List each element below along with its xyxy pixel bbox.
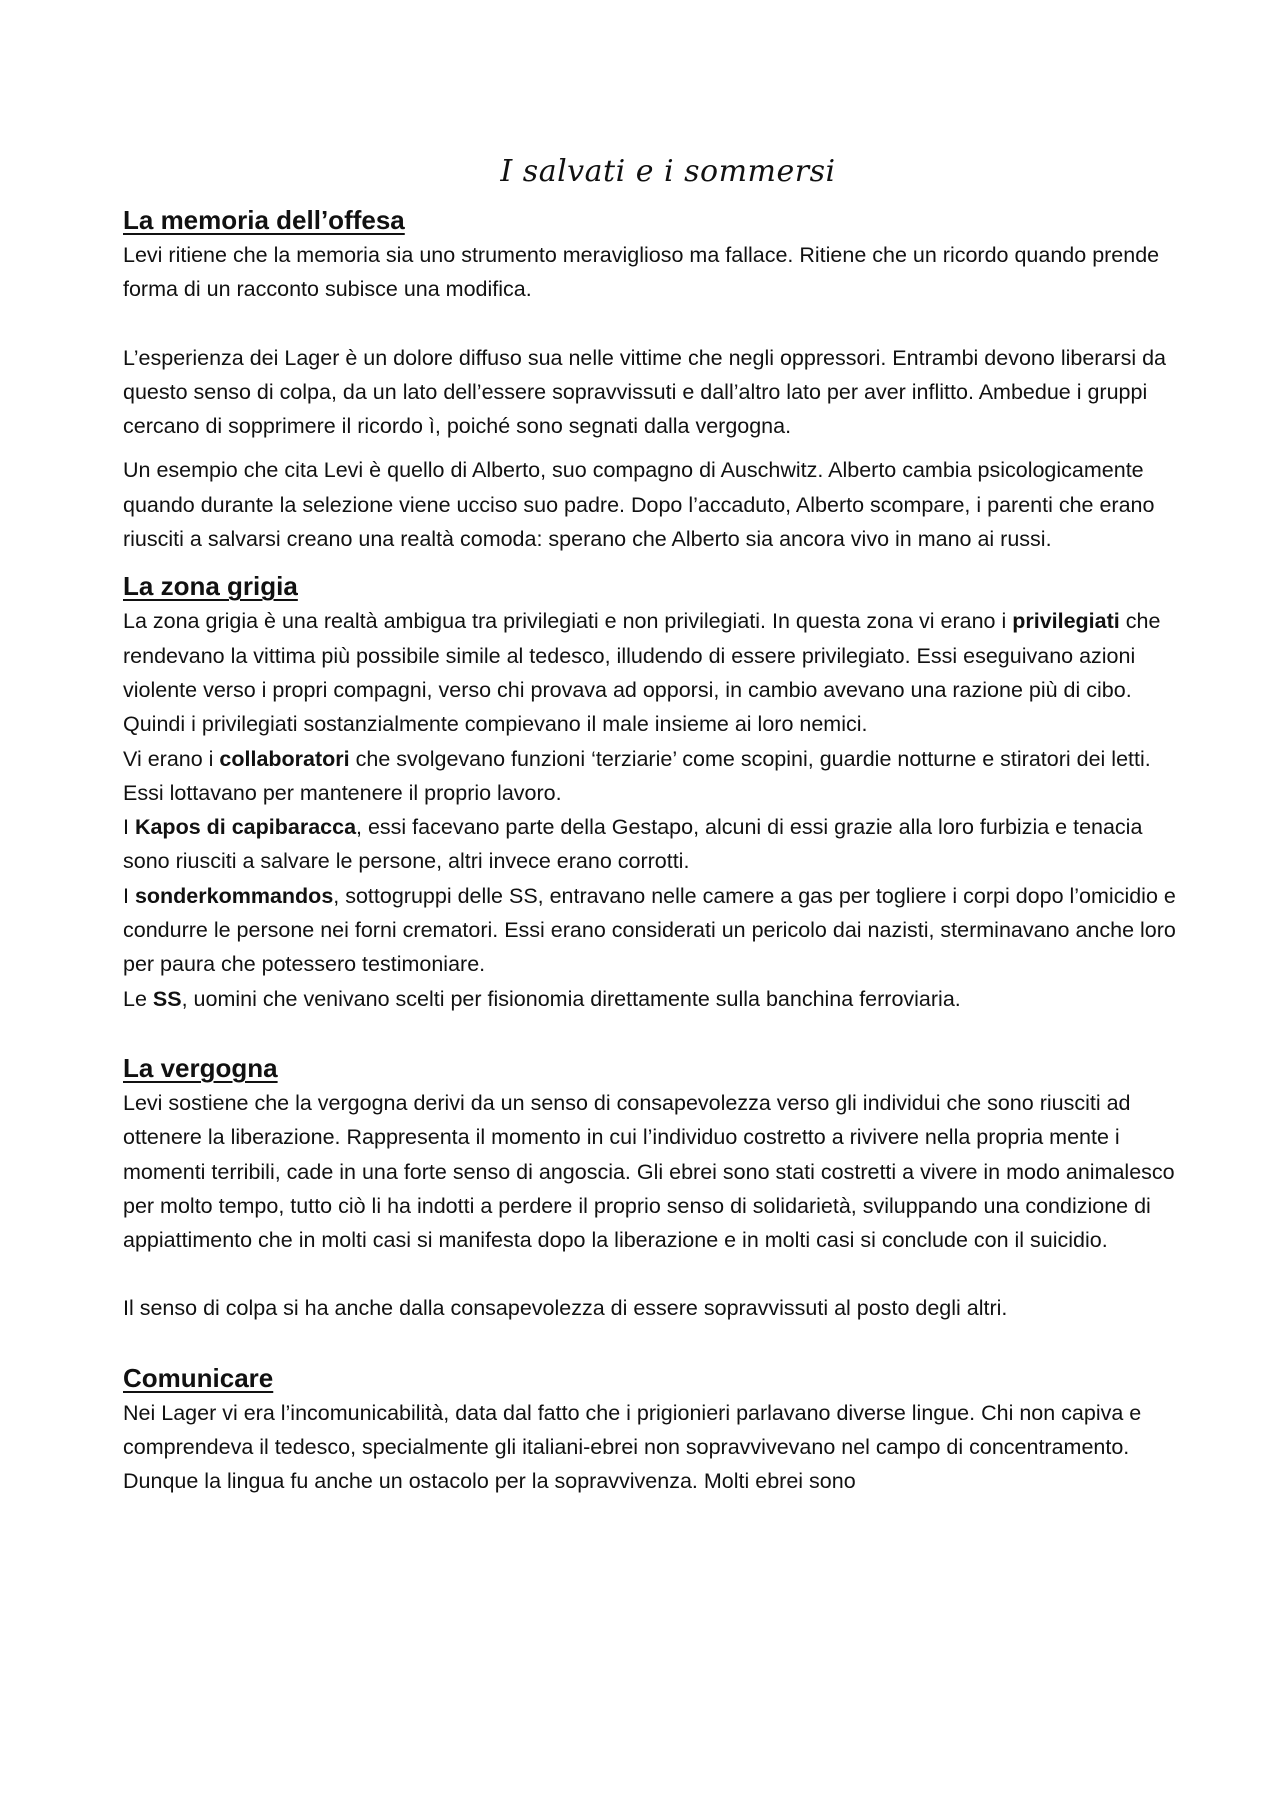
section-zona-grigia bbox=[123, 568, 1183, 1016]
term-collaboratori: collaboratori bbox=[219, 746, 350, 771]
zona-paragraph-collaboratori: Vi erano i collaboratori che svolgevano funzioni ‘terziarie’ come scopini, guardie notturne e stiratori dei letti. Essi lottavano per mantenere il proprio lavoro. bbox=[123, 746, 1151, 805]
term-sonderkommandos: sonderkommandos bbox=[134, 883, 334, 908]
section-vergogna bbox=[123, 1050, 1183, 1326]
section-heading-comunicare: Comunicare bbox=[123, 1362, 274, 1393]
zona-paragraph-ss: Le SS, uomini che venivano scelti per fisionomia direttamente sulla banchina ferroviaria. bbox=[123, 986, 961, 1011]
document-page bbox=[123, 150, 1183, 1499]
zona-paragraph-privilegiati: La zona grigia è una realtà ambigua tra privilegiati e non privilegiati. In questa zona vi erano i privilegiati che rendevano la vittima più possibile simile al tedesco, illudendo di essere privilegiato. Essi eseguivano azioni violente verso i propri compagni, verso chi provava ad opporsi, in cambio avevano una razione più di cibo. Quindi i privilegiati sostanzialmente compievano il male insieme ai loro nemici. bbox=[123, 609, 1161, 737]
section-heading-memoria: La memoria dell’offesa bbox=[123, 205, 405, 235]
zona-paragraph-sonderkommandos: I sonderkommandos, sottogruppi delle SS, entravano nelle camere a gas per togliere i corpi dopo l’omicidio e condurre le persone nei forni crematori. Essi erano considerati un pericolo dai nazisti, sterminavano anche loro per paura che potessero testimoniare. bbox=[123, 883, 1176, 977]
section-heading-zona-grigia: La zona grigia bbox=[123, 571, 298, 602]
section-memoria bbox=[123, 202, 1183, 556]
term-privilegiati: privilegiati bbox=[1012, 609, 1120, 634]
vergogna-paragraph-2: Il senso di colpa si ha anche dalla consapevolezza di essere sopravvissuti al posto degli altri. bbox=[123, 1296, 1008, 1321]
section-heading-vergogna: La vergogna bbox=[123, 1052, 278, 1083]
vergogna-paragraph-1: Levi sostiene che la vergogna derivi da un senso di consapevolezza verso gli individui che sono riusciti ad ottenere la liberazione. Rappresenta il momento in cui l’individuo costretto a rivivere nella propria mente i momenti terribili, cade in una forte senso di angoscia. Gli ebrei sono stati costretti a vivere in modo animalesco per molto tempo, tutto ciò li ha indotti a perdere il proprio senso di solidarietà, sviluppando una condizione di appiattimento che in molti casi si manifesta dopo la liberazione e in molti casi si conclude con il suicidio. bbox=[123, 1090, 1175, 1253]
memoria-paragraph-3: Un esempio che cita Levi è quello di Alberto, suo compagno di Auschwitz. Alberto cambia psicologicamente quando durante la selezione viene ucciso suo padre. Dopo l’accaduto, Alberto scompare, i parenti che erano riusciti a salvarsi creano una realtà comoda: sperano che Alberto sia ancora vivo in mano ai russi. bbox=[123, 458, 1155, 552]
comunicare-paragraph-1: Nei Lager vi era l’incomunicabilità, data dal fatto che i prigionieri parlavano diverse lingue. Chi non capiva e comprendeva il tedesco, specialmente gli italiani-ebrei non sopravvivevano nel campo di concentramento. Dunque la lingua fu anche un ostacolo per la sopravvivenza. Molti ebrei sono bbox=[123, 1400, 1142, 1494]
section-comunicare bbox=[123, 1360, 1183, 1499]
term-kapos: Kapos di capibaracca bbox=[134, 815, 357, 840]
memoria-paragraph-2: L’esperienza dei Lager è un dolore diffuso sua nelle vittime che negli oppressori. Entrambi devono liberarsi da questo senso di colpa, da un lato dell’essere sopravvissuti e dall’altro lato per aver inflitto. Ambedue i gruppi cercano di sopprimere il ricordo ì, poiché sono segnati dalla vergogna. bbox=[123, 345, 1166, 439]
zona-paragraph-kapos: I Kapos di capibaracca, essi facevano parte della Gestapo, alcuni di essi grazie alla loro furbizia e tenacia sono riusciti a salvare le persone, altri invece erano corrotti. bbox=[123, 815, 1143, 874]
term-ss: SS bbox=[152, 986, 182, 1011]
memoria-paragraph-1: Levi ritiene che la memoria sia uno strumento meraviglioso ma fallace. Ritiene che un ricordo quando prende forma di un racconto subisce una modifica. bbox=[123, 243, 1160, 302]
document-title: I salvati e i sommersi bbox=[500, 154, 836, 189]
